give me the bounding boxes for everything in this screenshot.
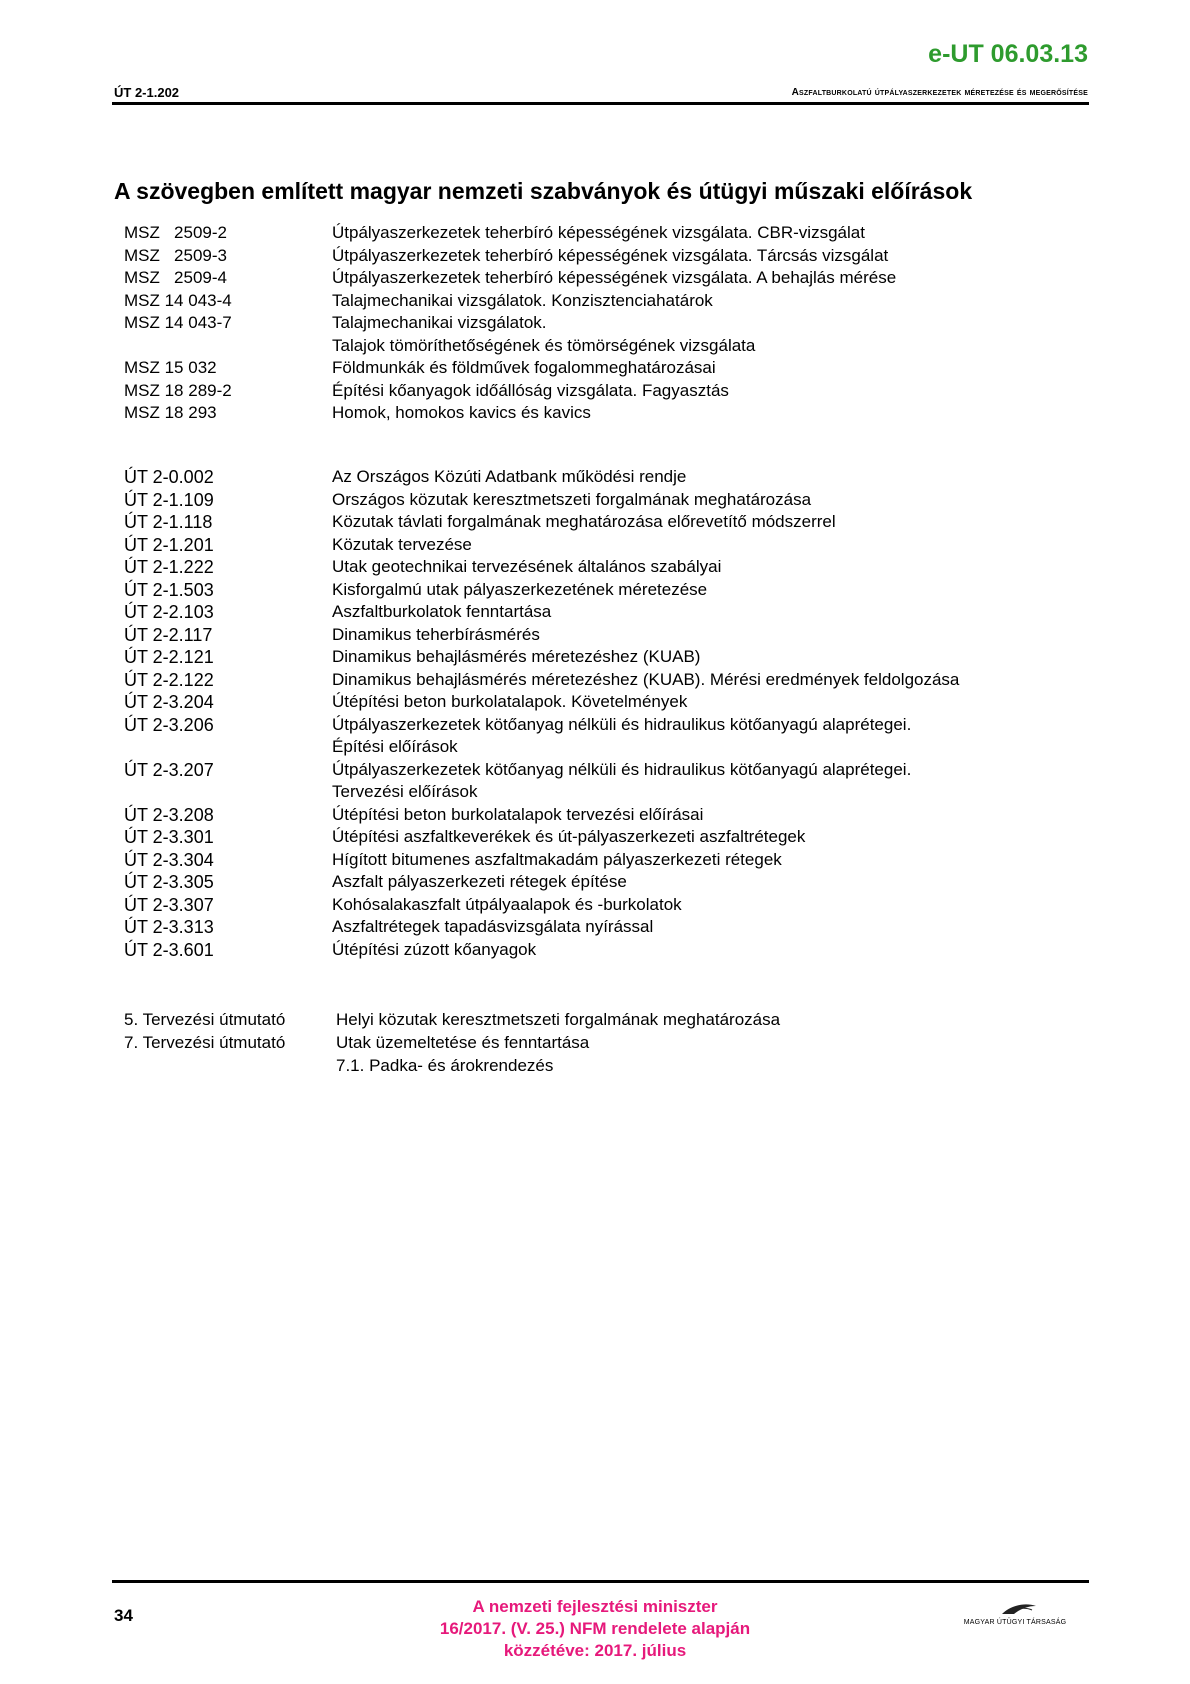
reference-row	[124, 804, 959, 827]
reference-title: Aszfalt pályaszerkezeti rétegek építése	[332, 872, 627, 891]
reference-title: Az Országos Közúti Adatbank működési rendje	[332, 467, 687, 486]
reference-code: ÚT 2-2.122	[124, 669, 214, 690]
reference-row	[124, 646, 959, 669]
reference-title: Útépítési aszfaltkeverékek és út-pályaszerkezeti aszfaltrétegek	[332, 827, 806, 846]
reference-code: MSZ 14 043-4	[124, 290, 232, 310]
reference-title: Közutak tervezése	[332, 534, 472, 554]
reference-title: Dinamikus teherbírásmérés	[332, 624, 540, 644]
reference-row	[124, 466, 959, 489]
reference-code: MSZ 18 289-2	[124, 380, 232, 400]
reference-row	[124, 222, 896, 245]
reference-title: Útpályaszerkezetek kötőanyag nélküli és hidraulikus kötőanyagú alaprétegei.	[332, 714, 912, 734]
reference-title: Utak geotechnikai tervezésének általános szabályai	[332, 557, 722, 576]
reference-code: MSZ 14 043-7	[124, 313, 232, 332]
reference-row	[124, 736, 959, 759]
reference-title: Aszfaltburkolatok fenntartása	[332, 602, 552, 621]
reference-title: Kohósalakaszfalt útpályaalapok és -burkolatok	[332, 894, 682, 914]
document-id: e-UT 06.03.13	[928, 40, 1088, 68]
reference-row	[124, 290, 896, 313]
reference-title: Útpályaszerkezetek teherbíró képességének vizsgálata. CBR-vizsgálat	[332, 223, 865, 242]
reference-title: Talajok tömöríthetőségének és tömörségének vizsgálata	[332, 335, 756, 355]
reference-row	[124, 849, 959, 872]
footer-line-3: közzétéve: 2017. július	[503, 1641, 687, 1660]
reference-row	[124, 871, 959, 894]
reference-row	[124, 714, 959, 737]
reference-row	[124, 691, 959, 714]
reference-title: Dinamikus behajlásmérés méretezéshez (KUAB)	[332, 647, 701, 666]
header-left: ÚT 2-1.202	[114, 85, 180, 100]
reference-code: ÚT 2-3.601	[124, 939, 214, 960]
reference-code: 5. Tervezési útmutató	[124, 1010, 286, 1029]
reference-code: MSZ 2509-4	[124, 268, 227, 287]
guide-list	[124, 1008, 780, 1077]
reference-title: Közutak távlati forgalmának meghatározása előrevetítő módszerrel	[332, 512, 836, 531]
reference-row	[124, 826, 959, 849]
reference-title: Útépítési zúzott kőanyagok	[332, 939, 537, 959]
header-rule	[112, 102, 1089, 105]
bird-logo-icon	[940, 1592, 1090, 1632]
reference-title: Hígított bitumenes aszfaltmakadám pályaszerkezeti rétegek	[332, 849, 782, 869]
reference-code: ÚT 2-1.201	[124, 534, 214, 555]
reference-row	[124, 335, 896, 358]
reference-row	[124, 624, 959, 647]
reference-row	[124, 511, 959, 534]
reference-code: MSZ 18 293	[124, 403, 217, 422]
reference-code: ÚT 2-2.117	[124, 624, 213, 645]
ut-list	[124, 466, 959, 961]
reference-title: Útépítési beton burkolatalapok. Követelmények	[332, 692, 688, 711]
reference-title: Útépítési beton burkolatalapok tervezési előírásai	[332, 804, 704, 824]
reference-code: ÚT 2-3.304	[124, 849, 214, 870]
reference-code	[124, 1054, 336, 1077]
reference-code: ÚT 2-1.118	[124, 512, 213, 532]
reference-title: Talajmechanikai vizsgálatok. Konzisztenciahatárok	[332, 290, 713, 310]
reference-row	[124, 267, 896, 290]
reference-row	[124, 1031, 780, 1054]
reference-row	[124, 312, 896, 335]
reference-code: ÚT 2-2.103	[124, 602, 214, 622]
society-logo	[940, 1592, 1090, 1632]
reference-row	[124, 245, 896, 268]
reference-row	[124, 556, 959, 579]
reference-row	[124, 534, 959, 557]
reference-title: Útpályaszerkezetek kötőanyag nélküli és hidraulikus kötőanyagú alaprétegei.	[332, 759, 912, 779]
reference-code: 7. Tervezési útmutató	[124, 1033, 286, 1052]
page-number: 34	[114, 1606, 133, 1625]
reference-row	[124, 759, 959, 782]
reference-row	[124, 669, 959, 692]
reference-code: ÚT 2-3.313	[124, 917, 214, 937]
reference-title: Földmunkák és földművek fogalommeghatározásai	[332, 358, 716, 377]
msz-list	[124, 222, 896, 425]
logo-text: MAGYAR ÚTÜGYI TÁRSASÁG	[963, 1619, 1067, 1626]
footer-rule	[112, 1580, 1089, 1583]
reference-code: ÚT 2-0.002	[124, 467, 214, 487]
reference-code: ÚT 2-1.222	[124, 557, 214, 577]
reference-row	[124, 601, 959, 624]
reference-code: MSZ 2509-2	[124, 223, 227, 242]
reference-code: ÚT 2-3.206	[124, 714, 214, 735]
footer-line-1: A nemzeti fejlesztési miniszter	[472, 1597, 718, 1616]
reference-code: ÚT 2-2.121	[124, 647, 214, 667]
reference-title: Aszfaltrétegek tapadásvizsgálata nyírással	[332, 917, 654, 936]
reference-code: ÚT 2-3.307	[124, 894, 214, 915]
reference-row	[124, 916, 959, 939]
reference-code: ÚT 2-3.204	[124, 692, 214, 712]
reference-code: MSZ 2509-3	[124, 245, 227, 265]
reference-title: Tervezési előírások	[332, 782, 478, 801]
reference-row	[124, 357, 896, 380]
reference-row	[124, 380, 896, 403]
reference-code: ÚT 2-3.208	[124, 804, 214, 825]
reference-title: Építési előírások	[332, 737, 458, 756]
reference-title: Kisforgalmú utak pályaszerkezetének méretezése	[332, 579, 708, 599]
reference-code: ÚT 2-3.301	[124, 827, 214, 847]
reference-title: Útpályaszerkezetek teherbíró képességének vizsgálata. A behajlás mérése	[332, 268, 897, 287]
reference-title: Talajmechanikai vizsgálatok.	[332, 313, 547, 332]
page-title: A szövegben említett magyar nemzeti szabványok és útügyi műszaki előírások	[114, 178, 973, 204]
reference-code	[124, 781, 332, 804]
reference-code	[124, 335, 332, 358]
reference-title: Építési kőanyagok időállóság vizsgálata. Fagyasztás	[332, 380, 729, 400]
reference-title: Helyi közutak keresztmetszeti forgalmának meghatározása	[336, 1010, 781, 1029]
reference-title: Dinamikus behajlásmérés méretezéshez (KUAB). Mérési eredmények feldolgozása	[332, 669, 960, 689]
reference-row	[124, 579, 959, 602]
reference-row	[124, 1054, 780, 1077]
reference-row	[124, 402, 896, 425]
reference-code: MSZ 15 032	[124, 358, 217, 377]
reference-title: Homok, homokos kavics és kavics	[332, 403, 591, 422]
reference-code: ÚT 2-1.109	[124, 489, 214, 510]
reference-code: ÚT 2-3.207	[124, 759, 214, 780]
reference-code	[124, 736, 332, 759]
reference-row	[124, 1008, 780, 1031]
header-right: Aszfaltburkolatú útpályaszerkezetek méretezése és megerősítése	[791, 87, 1088, 98]
reference-row	[124, 939, 959, 962]
reference-row	[124, 781, 959, 804]
reference-title: Útpályaszerkezetek teherbíró képességének vizsgálata. Tárcsás vizsgálat	[332, 245, 889, 265]
footer-line-2: 16/2017. (V. 25.) NFM rendelete alapján	[439, 1619, 751, 1638]
reference-row	[124, 489, 959, 512]
reference-row	[124, 894, 959, 917]
reference-code: ÚT 2-3.305	[124, 872, 214, 892]
reference-title: Utak üzemeltetése és fenntartása	[336, 1033, 590, 1052]
reference-title: Országos közutak keresztmetszeti forgalmának meghatározása	[332, 489, 812, 509]
reference-code: ÚT 2-1.503	[124, 579, 214, 600]
reference-title: 7.1. Padka- és árokrendezés	[336, 1056, 554, 1075]
